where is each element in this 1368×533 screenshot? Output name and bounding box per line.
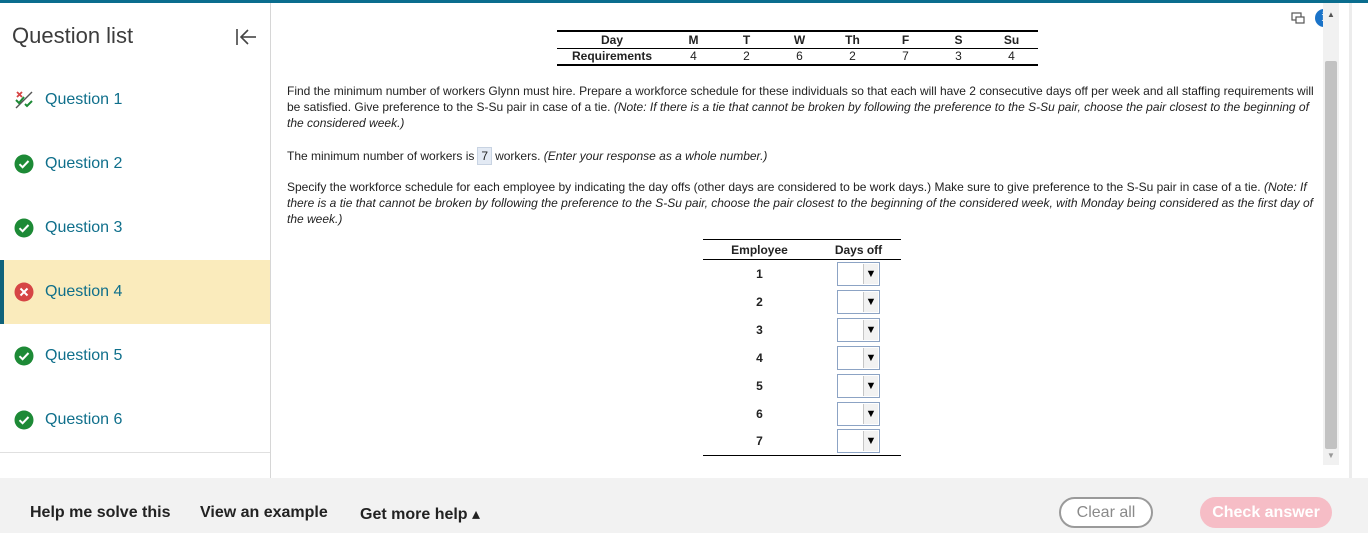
days-off-dropdown-3[interactable] xyxy=(837,318,880,342)
schedule-table xyxy=(703,239,901,456)
help-me-solve-button[interactable]: Help me solve this xyxy=(30,504,171,521)
sidebar-header xyxy=(0,3,270,68)
requirement-value: 2 xyxy=(826,48,879,65)
dropdown-arrow-icon: ▼ xyxy=(863,404,878,424)
right-edge xyxy=(1339,3,1368,478)
col-employee-header: Employee xyxy=(703,240,816,260)
day-header: W xyxy=(773,31,826,48)
sidebar-item-label: Question 1 xyxy=(45,91,123,108)
sidebar-item-label: Question 5 xyxy=(45,347,123,364)
dropdown-arrow-icon: ▼ xyxy=(863,348,878,368)
days-off-dropdown-1[interactable] xyxy=(837,262,880,286)
requirement-value: 2 xyxy=(720,48,773,65)
employee-number: 5 xyxy=(756,378,763,393)
dropdown-arrow-icon: ▼ xyxy=(863,320,878,340)
collapse-left-icon[interactable] xyxy=(232,25,260,49)
employee-number: 4 xyxy=(756,350,763,365)
clear-all-button[interactable]: Clear all xyxy=(1059,497,1153,528)
check-circle-icon xyxy=(14,346,34,366)
days-off-dropdown-6[interactable] xyxy=(837,402,880,426)
row-label-day: Day xyxy=(557,31,667,48)
day-header: Th xyxy=(826,31,879,48)
employee-number: 2 xyxy=(756,294,763,309)
min-workers-prefix: The minimum number of workers is xyxy=(287,149,475,163)
table-header-row xyxy=(703,240,901,260)
get-more-help-button[interactable]: Get more help ▴ xyxy=(360,506,481,523)
dropdown-arrow-icon: ▼ xyxy=(863,292,878,312)
check-circle-icon xyxy=(14,410,34,430)
employee-number: 1 xyxy=(756,266,763,281)
question-list-sidebar xyxy=(0,3,271,478)
table-row xyxy=(703,372,901,400)
intro-text: Find the minimum number of workers Glynn must hire. Prepare a workforce schedule for these individuals so that each will have 2 consecutive days off per week and all staffing requirements will be satisfied. Give preference to the S-Su pair in case of a tie. xyxy=(287,84,1314,114)
edge-divider xyxy=(1349,3,1352,478)
day-header: M xyxy=(667,31,720,48)
sidebar-item-label: Question 4 xyxy=(45,283,123,300)
dropdown-arrow-icon: ▼ xyxy=(863,431,878,451)
sidebar-item-question-1[interactable] xyxy=(0,68,270,132)
min-workers-hint: (Enter your response as a whole number.) xyxy=(543,149,768,163)
sidebar-item-label: Question 6 xyxy=(45,411,123,428)
requirement-value: 7 xyxy=(879,48,932,65)
employee-number: 3 xyxy=(756,322,763,337)
days-off-dropdown-4[interactable] xyxy=(837,346,880,370)
row-label-requirements: Requirements xyxy=(557,48,667,65)
table-row xyxy=(557,48,1038,65)
day-header: T xyxy=(720,31,773,48)
table-row xyxy=(703,288,901,316)
popout-icon[interactable] xyxy=(1291,11,1305,25)
scroll-thumb[interactable] xyxy=(1325,61,1337,449)
check-circle-icon xyxy=(14,154,34,174)
sidebar-divider xyxy=(0,452,270,453)
dropdown-arrow-icon: ▼ xyxy=(863,264,878,284)
min-workers-answer[interactable]: 7 xyxy=(477,147,492,165)
table-row xyxy=(703,260,901,288)
sidebar-item-label: Question 3 xyxy=(45,219,123,236)
sidebar-item-question-4[interactable] xyxy=(0,260,270,324)
scroll-down-icon[interactable]: ▼ xyxy=(1327,451,1335,460)
table-row xyxy=(703,316,901,344)
table-row xyxy=(703,400,901,428)
sidebar-title: Question list xyxy=(12,23,134,48)
intro-note: (Note: If there is a tie that cannot be broken by following the preference to the S-Su pair, choose the pair closest to the beginning of the considered week.) xyxy=(287,100,1309,130)
requirements-table xyxy=(557,30,1038,66)
table-row xyxy=(703,344,901,372)
vertical-scrollbar[interactable] xyxy=(1323,3,1339,465)
requirement-value: 6 xyxy=(773,48,826,65)
min-workers-line xyxy=(287,147,1319,165)
x-circle-icon xyxy=(14,282,34,302)
check-answer-button[interactable]: Check answer xyxy=(1200,497,1332,528)
sidebar-item-question-2[interactable] xyxy=(0,132,270,196)
day-header: F xyxy=(879,31,932,48)
days-off-dropdown-7[interactable] xyxy=(837,429,880,453)
dropdown-arrow-icon: ▼ xyxy=(863,376,878,396)
day-header: S xyxy=(932,31,985,48)
days-off-dropdown-5[interactable] xyxy=(837,374,880,398)
scroll-up-icon[interactable]: ▲ xyxy=(1327,10,1335,19)
sidebar-item-question-5[interactable] xyxy=(0,324,270,388)
question-content xyxy=(271,3,1323,478)
requirement-value: 4 xyxy=(667,48,720,65)
footer-toolbar xyxy=(0,478,1368,533)
employee-number: 7 xyxy=(703,428,816,456)
schedule-instructions xyxy=(287,179,1319,227)
table-header-row xyxy=(557,31,1038,48)
schedule-text: Specify the workforce schedule for each employee by indicating the day offs (other days are considered to be work days.) Make sure to give preference to the S-Su pair in case of a tie. xyxy=(287,180,1264,194)
min-workers-suffix: workers. xyxy=(495,149,541,163)
table-row xyxy=(703,428,901,456)
sidebar-item-label: Question 2 xyxy=(45,155,123,172)
view-example-button[interactable]: View an example xyxy=(200,504,328,521)
partial-correct-icon xyxy=(14,90,34,110)
sidebar-item-question-3[interactable] xyxy=(0,196,270,260)
employee-number: 6 xyxy=(756,406,763,421)
question-intro xyxy=(287,83,1319,131)
requirement-value: 4 xyxy=(985,48,1038,65)
col-days-off-header: Days off xyxy=(816,240,901,260)
days-off-dropdown-2[interactable] xyxy=(837,290,880,314)
check-circle-icon xyxy=(14,218,34,238)
sidebar-item-question-6[interactable] xyxy=(0,388,270,452)
requirement-value: 3 xyxy=(932,48,985,65)
schedule-note: (Note: If there is a tie that cannot be broken by following the preference to the S-Su pair, choose the pair closest to the beginning of the considered week, with Monday being considered as the first day of the week.) xyxy=(287,180,1313,226)
day-header: Su xyxy=(985,31,1038,48)
